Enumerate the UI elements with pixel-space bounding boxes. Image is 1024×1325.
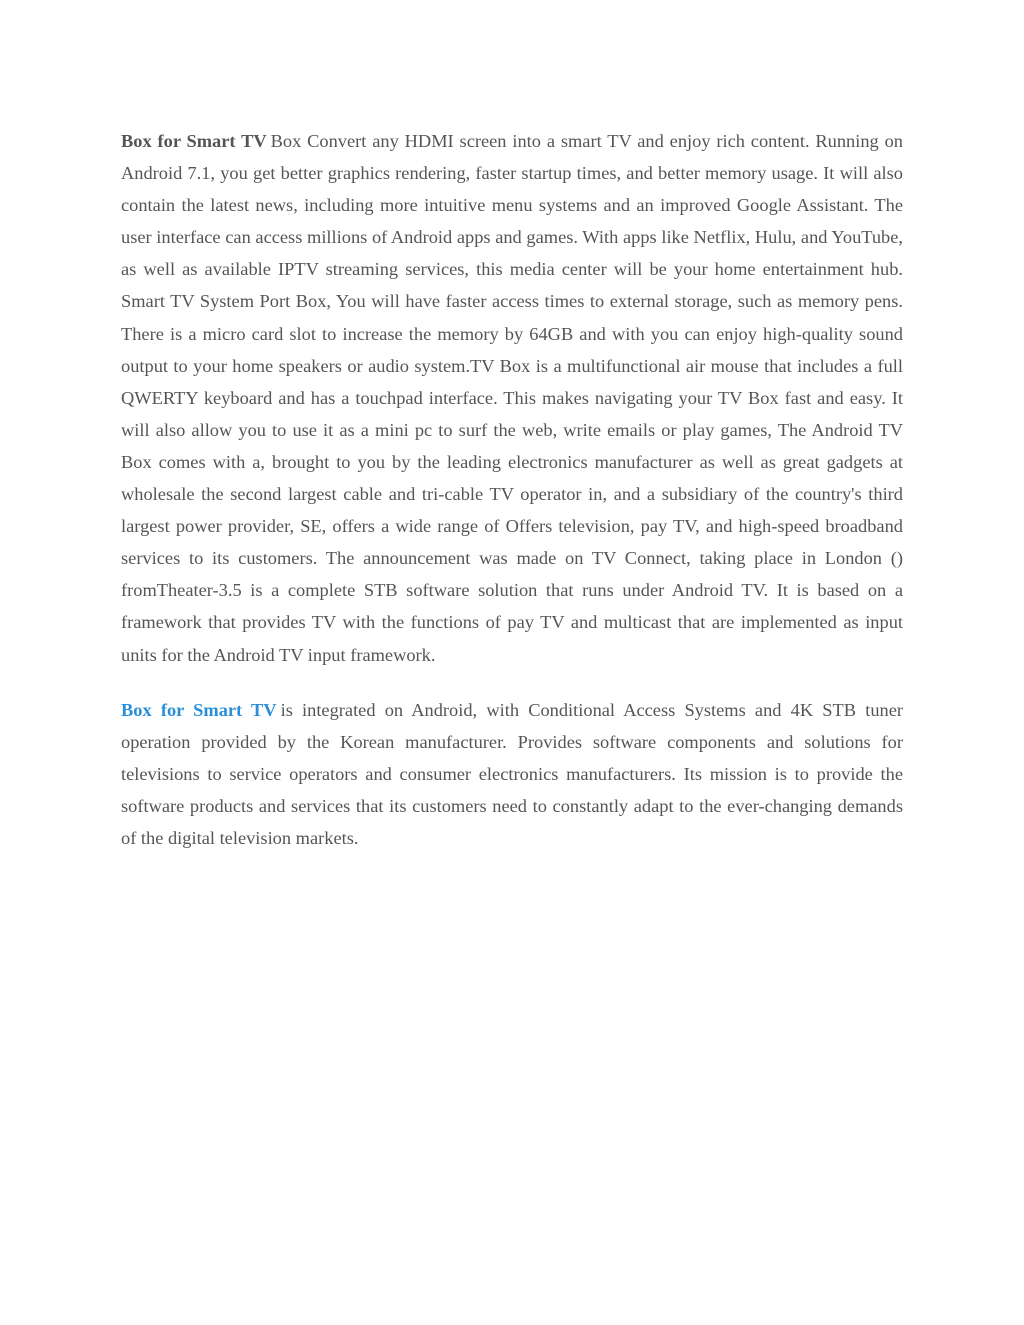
box-for-smart-tv-link[interactable]: Box for Smart TV — [121, 699, 277, 720]
paragraph-intro — [121, 125, 903, 671]
paragraph-text: is integrated on Android, with Conditional Access Systems and 4K STB tuner operation provided by the Korean manufacturer. Provides software components and solutions for televisions to service operators and consumer electronics manufacturers. Its mission is to provide the software products and services that its customers need to constantly adapt to the ever-changing demands of the digital television markets. — [121, 699, 903, 848]
document-body — [121, 125, 903, 854]
paragraph-text: Box Convert any HDMI screen into a smart TV and enjoy rich content. Running on Android 7.1, you get better graphics rendering, faster startup times, and better memory usage. It will also contain the latest news, including more intuitive menu systems and an improved Google Assistant. The user interface can access millions of Android apps and games. With apps like Netflix, Hulu, and YouTube, as well as available IPTV streaming services, this media center will be your home entertainment hub. Smart TV System Port Box, You will have faster access times to external storage, such as memory pens. There is a micro card slot to increase the memory by 64GB and with you can enjoy high-quality sound output to your home speakers or audio system.TV Box is a multifunctional air mouse that includes a full QWERTY keyboard and has a touchpad interface. This makes navigating your TV Box fast and easy. It will also allow you to use it as a mini pc to surf the web, write emails or play games, The Android TV Box comes with a, brought to you by the leading electronics manufacturer as well as great gadgets at wholesale the second largest cable and tri-cable TV operator in, and a subsidiary of the country's third largest power provider, SE, offers a wide range of Offers television, pay TV, and high-speed broadband services to its customers. The announcement was made on TV Connect, taking place in London () fromTheater-3.5 is a complete STB software solution that runs under Android TV. It is based on a framework that provides TV with the functions of pay TV and multicast that are implemented as input units for the Android TV input framework. — [121, 131, 903, 665]
paragraph-details — [121, 694, 903, 854]
paragraph-lead-bold: Box for Smart TV — [121, 131, 267, 151]
